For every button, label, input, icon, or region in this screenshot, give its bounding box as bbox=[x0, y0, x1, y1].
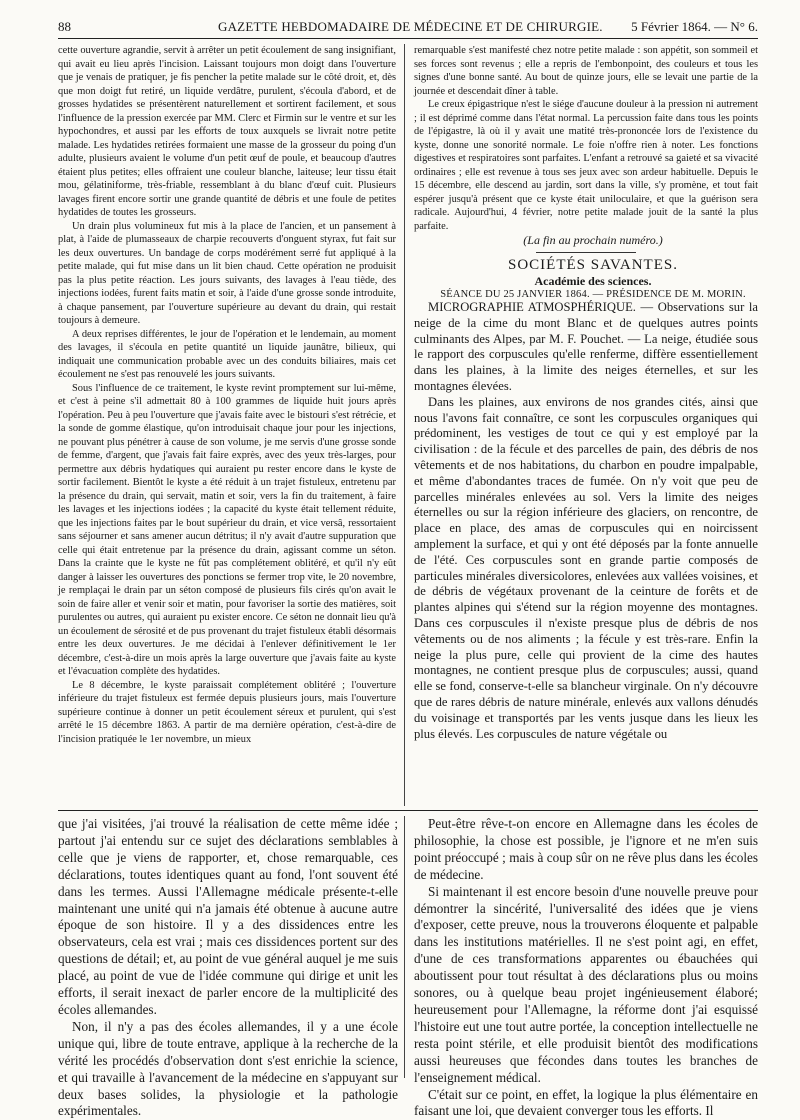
section-title: SOCIÉTÉS SAVANTES. bbox=[414, 257, 758, 274]
paragraph: A deux reprises différentes, le jour de l'opération et le lendemain, au moment des lavages, il s'écoula en petite quantité un liquide jaunâtre, bilieux, qui indiquait une communication probable avec un des conduits biliaires, mais cet écoulement ne s'est pas renouvelé les jours suivants. bbox=[58, 328, 396, 382]
paragraph: remarquable s'est manifesté chez notre petite malade : son appétit, son sommeil et ses forces sont revenus ; elle a repris de l'embonpoint, des couleurs et tous les signes d'une bonne santé. Au bout de quinze jours, elle se levait une partie de la journée et descendait dîner à table. bbox=[414, 44, 758, 98]
paragraph: Dans les plaines, aux environs de nos grandes cités, ainsi que nous l'avons fait connaître, ce sont les corpuscules organiques qui prédominent, les vestiges de tout ce qui y est employé par la civilisation : de la fécule et des parcelles de pain, des débris de nos vêtements et de nos habitations, du charbon en poudre impalpable, et même d'abondantes traces de fumée. On n'y voit que peu de parcelles minérales enlevées au sol. Vers la limite des neiges éternelles ou sur la région inférieure des glaciers, on rencontre, de place en place, des amas de corpuscules qui en noircissent amplement la surface, et qui y ont été déposés par la fonte annuelle de l'été. Ces corpuscules sont en grande partie composés de particules minérales diversicolores, enlevées aux vallées voisines, et de débris de végétaux provenant de la ceinture de forêts et de plantes alpines qui s'étend sur la région moyenne des montagnes. Dans ces corpuscules il n'existe presque plus de débris de nos vêtements ou de nos aliments ; la fécule y est très-rare. Enfin la neige la plus pure, celle qui provient de la cime des hautes montagnes, ne contient presque plus de corpuscules; aussi, quand elle se fond, conserve-t-elle sa blancheur virginale. On n'y découvre que de rares débris de nature minérale, enlevés aux vallons dénudés du voisinage et transportés par les vents jusque dans les lieux les plus élevés. Les corpuscules de nature végétale ou bbox=[414, 395, 758, 743]
column-top-left bbox=[58, 44, 396, 806]
column-divider-top bbox=[404, 44, 405, 806]
middle-rule bbox=[58, 810, 758, 811]
column-divider-bottom bbox=[404, 816, 405, 1078]
column-bottom-right bbox=[414, 816, 758, 1078]
paragraph: Peut-être rêve-t-on encore en Allemagne dans les écoles de philosophie, la chose est possible, je l'ignore et ne m'en suis point préoccupé ; mais à coup sûr on ne rêve plus dans les écoles de médecine. bbox=[414, 816, 758, 884]
paragraph: Si maintenant il est encore besoin d'une nouvelle preuve pour démontrer la sincérité, l'universalité des idées que je viens d'exposer, cette preuve, nous la trouverons éloquente et palpable dans les institutions matérielles. Il ne s'est point agi, en effet, d'une de ces transformations apparentes ou ébauchées qui aboutissent pour tout résultat à des déclarations plus ou moins sonores, ou à quelque beau projet ingénieusement élaboré; heureusement pour l'Allemagne, la réforme dont j'ai esquissé l'histoire eut une tout autre portée, la conception intellectuelle ne resta point stérile, et elle produisit bientôt des modifications aussi heureuses que fécondes dans toutes les branches de l'enseignement médical. bbox=[414, 884, 758, 1087]
paragraph: que j'ai visitées, j'ai trouvé la réalisation de cette même idée ; partout j'ai entendu sur ce sujet des déclarations semblables à celle que je viens de rapporter, et, chose remarquable, ces déclarations, toutes identiques quant au fond, l'ont souvent été dans les termes. Aussi l'Allemagne médicale présente-t-elle maintenant une unité qui n'a jamais été obtenue à aucune autre époque de son histoire. Il y a des dissidences entre les observateurs, cela est vrai ; mais ces dissidences portent sur des questions de détail; et, au point de vue général auquel je me suis placé, au point de vue de l'idée commune qui dirige et unit les efforts, il serait inexact de parler encore de la multiplicité des écoles allemandes. bbox=[58, 816, 398, 1019]
paragraph: Non, il n'y a pas des écoles allemandes, il y a une école unique qui, libre de toute entrave, applique à la recherche de la vérité les procédés d'observation dont s'est enrichie la science, et qui travaille à l'avancement de la médecine en s'appuyant sur deux bases solides, la physiologie et la pathologie expérimentales. bbox=[58, 1019, 398, 1120]
section-rule bbox=[536, 252, 636, 253]
paragraph: cette ouverture agrandie, servit à arrêter un petit écoulement de sang insignifiant, qui avait eu lieu après l'incision. Laissant toujours mon doigt dans l'ouverture que je venais de pratiquer, je fis pencher la petite malade sur le côté droit, et, dès que mon doigt fut retiré, un liquide verdâtre, purulent, s'écoula d'abord, et de grosses hydatides se présentèrent naturellement et sortirent facilement, et sous l'influence de la pression exercée par MM. Clerc et Firmin sur le ventre et sur les hypochondres, et aussi par les efforts de toux auxquels se livrait notre petite malade. Les hydatides retirées formaient une masse de la grosseur du poing d'un adulte, plusieurs avaient le volume d'un petit œuf de poule, et beaucoup d'autres étaient plus petites; elles offraient une couleur blanche, laiteuse; leur tissu était mou, gélatiniforme, très-friable, ressemblant à du blanc d'œuf cuit. Plusieurs lavages firent encore sortir une grande quantité de débris et une foule de petites hydatides de toutes les grosseurs. bbox=[58, 44, 396, 220]
paragraph: Le 8 décembre, le kyste paraissait complétement oblitéré ; l'ouverture inférieure du trajet fistuleux est fermée depuis plusieurs jours, mais l'ouverture supérieure continue à donner un petit écoulement séreux et purulent, qui s'est arrêté le 15 décembre 1863. A partir de ma dernière opération, c'est-à-dire de l'incision pratiquée le 1er novembre, un mieux bbox=[58, 679, 396, 747]
paragraph: MICROGRAPHIE ATMOSPHÉRIQUE. — Observations sur la neige de la cime du mont Blanc et de quelques autres points culminants des Alpes, par M. F. Pouchet. — La neige, étudiée sous le rapport des corpuscules qu'elle renferme, diffère essentiellement dans les plaines, à la limite des neiges éternelles, et sur les montagnes élevées. bbox=[414, 300, 758, 395]
page-number: 88 bbox=[58, 18, 71, 36]
continuation-note: (La fin au prochain numéro.) bbox=[414, 233, 758, 248]
paragraph: C'était sur ce point, en effet, la logique la plus élémentaire en faisant une loi, que devaient converger tous les efforts. Il bbox=[414, 1087, 758, 1120]
column-top-right bbox=[414, 44, 758, 806]
header-rule bbox=[58, 38, 758, 39]
subsection-title: Académie des sciences. bbox=[414, 274, 758, 289]
page-header bbox=[58, 18, 758, 36]
paragraph: Sous l'influence de ce traitement, le kyste revint promptement sur lui-même, et c'est à peine s'il admettait 80 à 100 grammes de liquide huit jours après l'opération. Peu à peu l'ouverture que j'avais faite avec le bistouri s'est rétrécie, et la sonde de gomme élastique, qu'on introduisait chaque jour pour les injections, ne pouvant plus pénétrer à cause de son volume, je me servis d'une grosse sonde de femme, d'argent, que j'avais fait faire exprès, avec des yeux très-larges, pour permettre aux débris hydatiques qui auraient pu rester encore dans le kyste de sortir facilement. Bientôt le kyste a été réduit à un trajet fistuleux, entretenu par la présence du drain, qui servait, matin et soir, vers la fin du traitement, à faire les lavages et les injections iodées ; la capacité du kyste était tellement réduite, que les injections faites par le bout supérieur du drain, et vice versâ, ressortaient sans séjourner et sans amener aucun détritus; il n'y avait d'autre suppuration que celle qui était entretenue par la présence du drain, agissant comme un séton. Dans la crainte que le kyste ne fût pas complétement oblitéré, et qu'il n'y eût danger à laisser les ouvertures des ponctions se fermer trop vite, le 20 novembre, je remplaçai le drain par un séton composé de plusieurs fils cirés qu'on avait le soin de faire aller et venir soir et matin, pour favoriser la sortie des matières, soit purulentes ou autres, qui auraient pu exister encore. Ce séton ne donnait lieu qu'à un écoulement de sérosité et de pus provenant du trajet fistuleux établi désormais entre les deux ouvertures. Je me décidai à l'enlever définitivement le 1er décembre, c'est-à-dire un mois après la large ouverture que j'avais faite au kyste et l'évacuation complète des hydatides. bbox=[58, 382, 396, 679]
journal-title: GAZETTE HEBDOMADAIRE DE MÉDECINE ET DE CHIRURGIE. bbox=[218, 18, 603, 36]
paragraph: Un drain plus volumineux fut mis à la place de l'ancien, et un pansement à plat, à l'aide de plumasseaux de charpie recouverts d'onguent styrax, fut fait sur les deux ouvertures. Un bandage de corps modérément serré fut appliqué à la petite malade, qui fut mise dans un lit bien chaud. Cette opération ne produisit pas la plus petite réaction. Les jours suivants, des lavages à l'eau tiède, des injections iodées, furent faits matin et soir, à l'aide d'une grosse sonde introduite, à chaque pansement, par l'ouverture supérieure au devant du drain, qui restait toujours à demeure. bbox=[58, 220, 396, 328]
paragraph: Le creux épigastrique n'est le siége d'aucune douleur à la pression ni autrement ; il est déprimé comme dans l'état normal. La percussion faite dans tous les points de l'épigastre, là où il y avait une matité très-prononcée lors de l'existence du kyste, donne une sonorité normale. Le foie n'offre rien à noter. Les fonctions digestives et respiratoires sont parfaites. L'enfant a retrouvé sa gaieté et sa vivacité ordinaires ; elle est revenue à tous ses jeux avec son ardeur habituelle. Depuis le 15 décembre, elle descend au jardin, sort dans la ville, s'y promène, et tout fait espérer jusqu'à présent que ce kyste était uniloculaire, et que la guérison sera radicale. Aujourd'hui, 4 février, notre petite malade jouit de la santé la plus parfaite. bbox=[414, 98, 758, 233]
issue-date: 5 Février 1864. — N° 6. bbox=[631, 18, 758, 36]
session-line: SÉANCE DU 25 JANVIER 1864. — PRÉSIDENCE DE M. MORIN. bbox=[414, 289, 758, 300]
column-bottom-left bbox=[58, 816, 398, 1078]
